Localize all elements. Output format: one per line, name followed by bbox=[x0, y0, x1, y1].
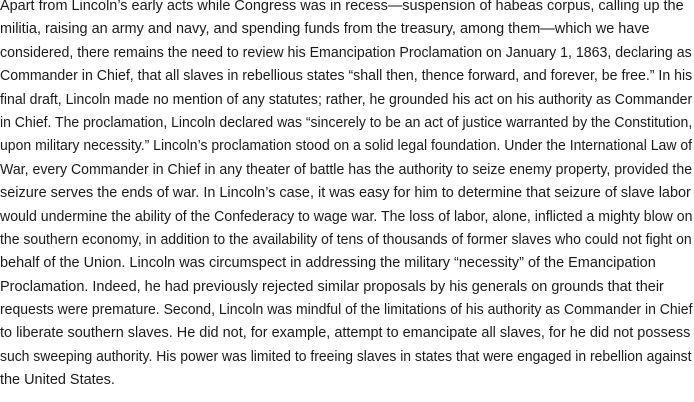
text-line: considered, there remains the need to review his Emancipation Proclamation on January 1, 1863, declaring as bbox=[0, 44, 692, 61]
text-line: would undermine the ability of the Confederacy to wage war. The loss of labor, alone, inflicted a mighty blow on bbox=[0, 208, 693, 225]
text-line: seizure serves the ends of war. In Lincoln’s case, it was easy for him to determine that seizure of slave labor bbox=[0, 185, 691, 202]
text-line: requests were premature. Second, Lincoln was mindful of the limitations of his authority as Commander in Chief bbox=[0, 302, 693, 319]
text-line: Proclamation. Indeed, he had previously rejected similar proposals by his generals on grounds that their bbox=[0, 278, 664, 295]
text-line: upon military necessity.” Lincoln’s proclamation stood on a solid legal foundation. Under the International Law of bbox=[0, 138, 693, 155]
text-line: such sweeping authority. His power was limited to freeing slaves in states that were engaged in rebellion against bbox=[0, 348, 692, 365]
text-line: behalf of the Union. Lincoln was circumspect in addressing the military “necessity” of the Emancipation bbox=[0, 255, 656, 272]
text-line: to liberate southern slaves. He did not, for example, attempt to emancipate all slaves, for he did not possess bbox=[0, 325, 691, 342]
text-line: War, every Commander in Chief in any theater of battle has the authority to seize enemy property, provided the bbox=[0, 161, 693, 178]
text-line: in Chief. The proclamation, Lincoln declared was “sincerely to be an act of justice warranted by the Constitution, bbox=[0, 114, 693, 131]
text-line: Commander in Chief, that all slaves in rebellious states “shall then, thence forward, and forever, be free.” In his bbox=[0, 68, 693, 85]
text-line: final draft, Lincoln made no mention of any statutes; rather, he grounded his act on his authority as Commander bbox=[0, 91, 693, 108]
text-line: militia, raising an army and navy, and spending funds from the treasury, among them—which we have bbox=[0, 21, 650, 38]
text-line: the southern economy, in addition to the availability of tens of thousands of former slaves who could not fight on bbox=[0, 231, 692, 248]
text-line: Apart from Lincoln’s early acts while Congress was in recess—suspension of habeas corpus, calling up the bbox=[0, 0, 684, 14]
text-line: the United States. bbox=[0, 372, 115, 389]
